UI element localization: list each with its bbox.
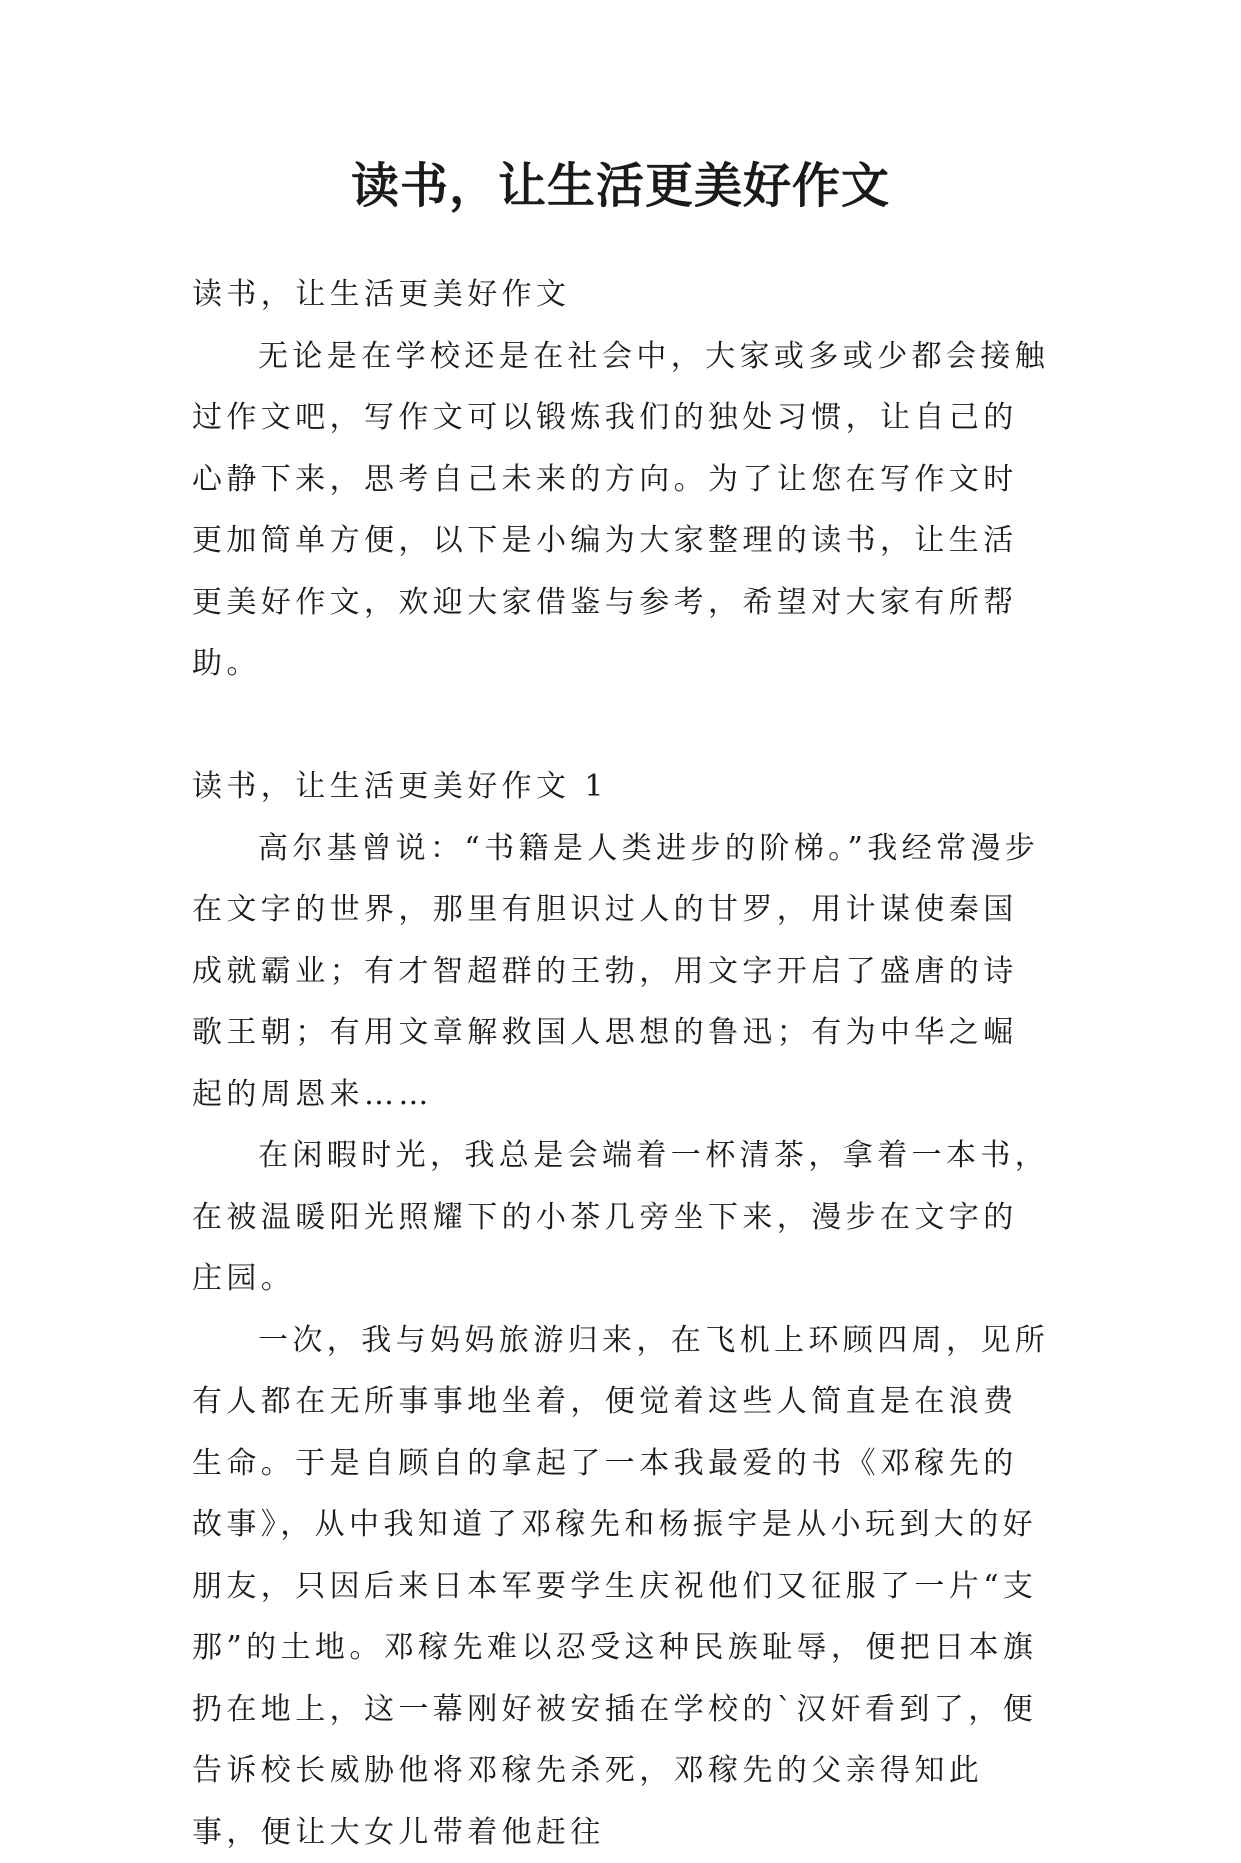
intro-heading: 读书，让生活更美好作文 [192, 264, 1050, 326]
section-spacer [192, 695, 1050, 757]
document-title: 读书，让生活更美好作文 [0, 150, 1241, 222]
intro-paragraph: 无论是在学校还是在社会中，大家或多或少都会接触过作文吧，写作文可以锻炼我们的独处习惯，让自己的心静下来，思考自己未来的方向。为了让您在写作文时更加简单方便，以下是小编为大家整理的读书，让生活更美好作文，欢迎大家借鉴与参考，希望对大家有所帮助。 [192, 326, 1050, 695]
document-body [192, 264, 1050, 1863]
essay-paragraph: 在闲暇时光，我总是会端着一杯清茶，拿着一本书，在被温暖阳光照耀下的小茶几旁坐下来，漫步在文字的庄园。 [192, 1125, 1050, 1310]
essay-paragraph: 一次，我与妈妈旅游归来，在飞机上环顾四周，见所有人都在无所事事地坐着，便觉着这些人简直是在浪费生命。于是自顾自的拿起了一本我最爱的书《邓稼先的故事》，从中我知道了邓稼先和杨振宇是从小玩到大的好朋友，只因后来日本军要学生庆祝他们又征服了一片“支那”的土地。邓稼先难以忍受这种民族耻辱，便把日本旗扔在地上，这一幕刚好被安插在学校的`汉奸看到了，便告诉校长威胁他将邓稼先杀死，邓稼先的父亲得知此事，便让大女儿带着他赶往 [192, 1310, 1050, 1863]
essay-paragraph: 高尔基曾说：“书籍是人类进步的阶梯。”我经常漫步在文字的世界，那里有胆识过人的甘罗，用计谋使秦国成就霸业；有才智超群的王勃，用文字开启了盛唐的诗歌王朝；有用文章解救国人思想的鲁迅；有为中华之崛起的周恩来…… [192, 818, 1050, 1126]
essay-heading: 读书，让生活更美好作文 1 [192, 756, 1050, 818]
